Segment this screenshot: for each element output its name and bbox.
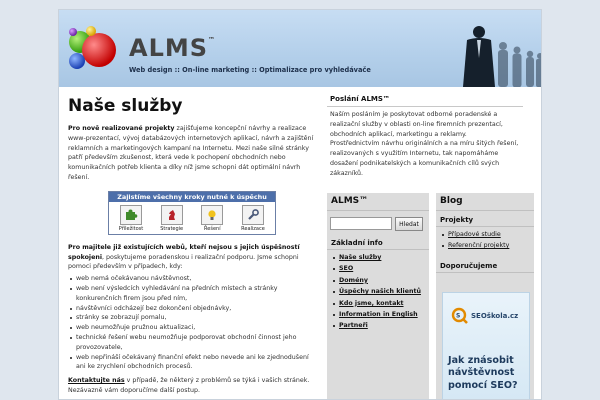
list-item: web neumožňuje pružnou aktualizaci, (68, 323, 319, 333)
magnifier-icon (451, 307, 469, 325)
mission-p2: Prostřednictvím návrhu originálních a na míru šitých řešení, realizovaných s využitím Internetu, tak napomáháme dosažení podnikatelských a komunikačních cílů svých zákazníků. (330, 140, 519, 177)
step-realization: Realizace (235, 205, 271, 232)
page (58, 9, 542, 400)
list-item: web nemá očekávanou návštěvnost, (68, 274, 319, 284)
list-item: web není výsledcích vyhledávání na předních místech a stránky konkurenčních firem jsou před ním, (68, 284, 319, 304)
projects-menu (436, 227, 534, 252)
step-opportunity: Příležitost (113, 205, 149, 232)
list-item: technické řešení webu neumožňuje podporovat obchodní činnost jeho provozovatele, (68, 333, 319, 353)
search-input[interactable] (330, 217, 392, 230)
basic-info-title: Základní info (327, 237, 429, 250)
logo-text[interactable]: ALMS™ (129, 34, 217, 62)
sidebar-heading-alms: ALMS™ (327, 193, 429, 211)
owners-paragraph: Pro majitele již existujících webů, kteří nejsou s jejich úspěšností spokojeni, poskytujeme poradenskou i realizační podporu. Jsme schopni pomoci především v případech, kdy: (68, 243, 300, 271)
seoskola-ad-banner[interactable] (442, 292, 530, 400)
step-strategy: Strategie (154, 205, 190, 232)
contact-paragraph: Kontaktujte nás v případě, že některý z problémů se týká i vašich stránek. Nezávazně vám doporučíme další postup. (68, 377, 310, 394)
list-item: web nepřináší očekávaný finanční efekt nebo nevede ani ke zjednodušení ani ke zrychlení obchodních procesů. (68, 353, 319, 373)
header (59, 10, 542, 87)
sidebar-left (327, 193, 429, 400)
list-item: stránky se zobrazují pomalu, (68, 313, 319, 323)
ad-text: Jak znásobit návštěvnost pomocí SEO? (448, 355, 518, 391)
contact-link[interactable]: Kontaktujte nás (68, 377, 125, 385)
projects-title: Projekty (436, 214, 534, 227)
mission-p1: Naším posláním je poskytovat odborné poradenské a realizační služby v oblasti on-line firemních prezentací, obchodních aplikací, marketingu a reklamy. (330, 111, 503, 138)
intro-paragraph: Pro nově realizované projekty zajišťujeme koncepční návrhy a realizace www-prezentací, vývoj databázových internetových aplikací, návrh a zajištění reklamních a marketingových kampaní na Internetu. Mezi naše silné stránky patří především zkušenost, která vede k pochopení obchodních nebo komunikačních potřeb klienta a díky níž jsme schopni dát optimální návrh řešení. (68, 125, 314, 181)
search-form (327, 211, 429, 237)
menu-item-success[interactable]: Úspěchy našich klientů (339, 288, 421, 296)
cases-list (68, 274, 319, 372)
menu-item-case-studies[interactable]: Případové studie (448, 231, 501, 238)
main-content (65, 92, 319, 396)
svg-text:S: S (456, 312, 461, 320)
steps-banner (108, 191, 276, 235)
search-button[interactable]: Hledat (395, 217, 423, 231)
logo-balls-icon[interactable] (65, 24, 125, 74)
business-people-icon (433, 10, 542, 87)
menu-item-domains[interactable]: Domény (339, 276, 368, 284)
menu-item-contact[interactable]: Kdo jsme, kontakt (339, 299, 404, 307)
tagline: Web design :: On-line marketing :: Optimalizace pro vyhledávače (129, 66, 371, 74)
steps-title: Zajistíme všechny kroky nutné k úspěchu (109, 192, 275, 202)
sidebar-heading-blog[interactable]: Blog (436, 193, 534, 211)
puzzle-icon (124, 208, 138, 222)
list-item: návštěvníci odcházejí bez dokončení objednávky, (68, 304, 319, 314)
menu-item-english[interactable]: Information in English (339, 311, 418, 319)
basic-info-menu (327, 250, 429, 332)
step-solution: Řešení (194, 205, 230, 232)
lightbulb-icon (205, 208, 219, 222)
page-title: Naše služby (68, 96, 183, 116)
mission-box (327, 92, 523, 185)
menu-item-services[interactable]: Naše služby (339, 254, 382, 261)
menu-item-references[interactable]: Referenční projekty (448, 242, 510, 250)
mission-title: Poslání ALMS™ (327, 92, 523, 107)
recommend-title: Doporučujeme (436, 260, 534, 273)
chess-knight-icon (165, 208, 179, 222)
ad-logo: S SEOškola.cz (451, 307, 518, 325)
menu-item-seo[interactable]: SEO (339, 265, 354, 273)
menu-item-partners[interactable]: Partneři (339, 322, 368, 330)
sidebar-right (436, 193, 534, 400)
wrench-icon (246, 208, 260, 222)
